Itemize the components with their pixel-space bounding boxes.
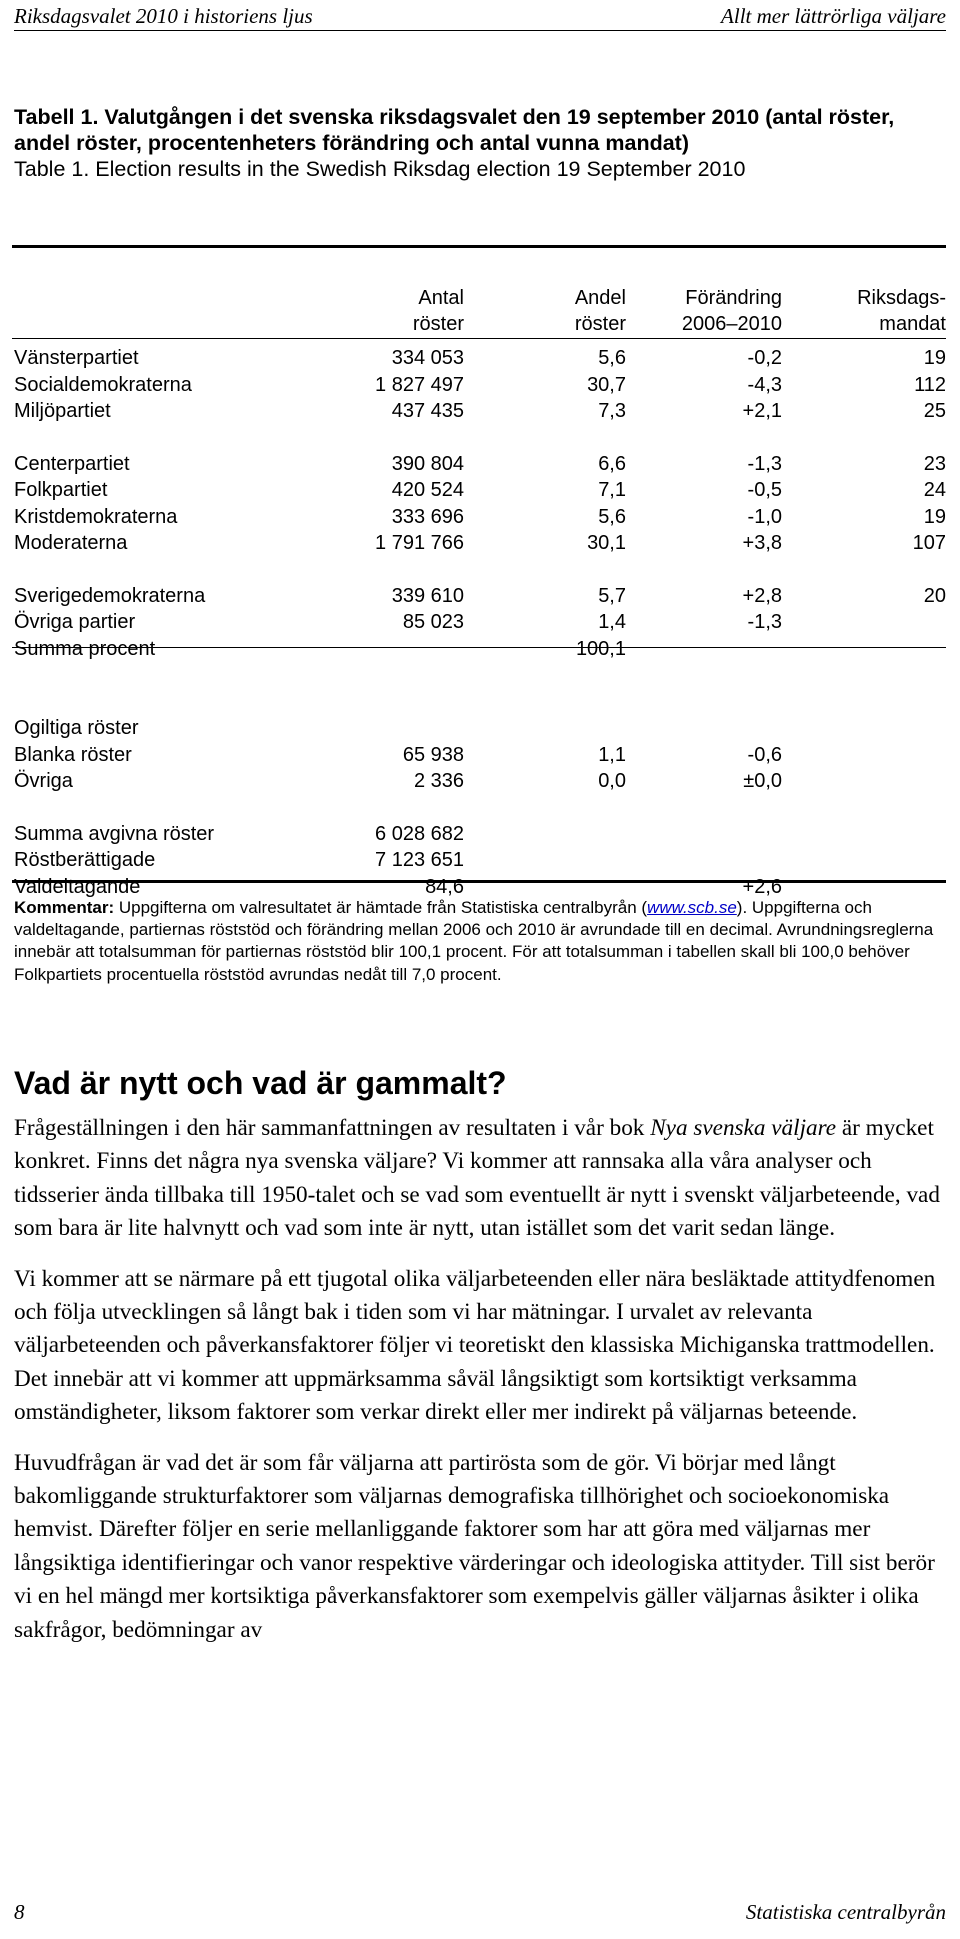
table-cell: 23: [923, 452, 946, 475]
row-label: Summa procent: [14, 637, 156, 660]
table-cell: 7,1: [598, 479, 626, 501]
table-row: [14, 583, 946, 610]
table-cell: 437 435: [391, 400, 464, 422]
group-spacer: [14, 557, 946, 583]
table-body: [14, 345, 946, 900]
table-cell: -0,5: [747, 479, 782, 501]
row-label: Vänsterpartiet: [14, 347, 139, 369]
table-row: [14, 715, 946, 742]
table-cell: 100,1: [575, 637, 626, 660]
caption-english: Table 1. Election results in the Swedish Riksdag election 19 September 2010: [14, 157, 746, 181]
table-row: [14, 742, 946, 769]
running-footer: [14, 1900, 946, 1926]
table-cell: 334 053: [391, 347, 464, 369]
table-cell: -4,3: [747, 373, 782, 396]
group-spacer: [14, 425, 946, 451]
row-label: Övriga partier: [14, 611, 136, 633]
table-cell: 30,7: [587, 373, 626, 396]
party-section-rule: [12, 647, 946, 648]
table-cell: 5,7: [598, 584, 626, 607]
table-cell: 84,6: [425, 875, 464, 898]
table-cell: 107: [912, 532, 946, 554]
table-cell: 25: [923, 400, 946, 422]
header-right: Allt mer lättrörliga väljare: [721, 4, 946, 28]
table-cell: 30,1: [587, 532, 626, 554]
table-cell: +2,8: [742, 584, 782, 607]
row-label: Folkpartiet: [14, 479, 108, 501]
comment-text-after: ). Uppgifterna och valdeltagande, partiernas röststöd och förändring mellan 2006 och 2010 är avrundade till en decimal. Avrundningsreglerna innebär att totalsumman för partiernas röststöd blir 100,1 procent. För att totalsumman i tabellen skall bli 100,0 behöver Folkpartiets procentuella röststöd avrundas nedåt till 7,0 procent.: [14, 898, 934, 984]
table-row: [14, 372, 946, 399]
table-cell: 333 696: [391, 505, 464, 528]
section-heading: Vad är nytt och vad är gammalt?: [14, 1065, 507, 1101]
book-title: Nya svenska väljare: [650, 1115, 837, 1141]
table-top-rule: [12, 245, 946, 248]
row-label: Kristdemokraterna: [14, 505, 178, 528]
scb-link[interactable]: www.scb.se: [647, 898, 737, 917]
table-row: [14, 504, 946, 531]
table-cell: 1,1: [598, 743, 626, 766]
table-cell: 65 938: [402, 743, 464, 766]
table-cell: 19: [923, 505, 946, 528]
row-label: Övriga: [14, 770, 73, 792]
results-table: [14, 285, 946, 900]
table-row: [14, 530, 946, 557]
header-andel-roster: Andel röster: [574, 287, 626, 335]
header-riksdagsmandat: Riksdags- mandat: [857, 287, 946, 335]
header-left: Riksdagsvalet 2010 i historiens ljus: [14, 4, 313, 28]
table-cell: 6 028 682: [375, 822, 464, 845]
table-cell: 420 524: [391, 479, 464, 501]
table-row: [14, 477, 946, 504]
table-header-row: [14, 285, 946, 345]
table-cell: +3,8: [742, 532, 782, 554]
table-cell: 6,6: [598, 452, 626, 475]
table-row: [14, 398, 946, 425]
table-cell: 1,4: [598, 611, 626, 633]
header-divider: [14, 30, 946, 31]
table-row: [14, 847, 946, 874]
header-forandring: Förändring 2006–2010: [681, 287, 782, 335]
row-label: Röstberättigade: [14, 849, 156, 871]
table-cell: 339 610: [391, 584, 464, 607]
row-label: Summa avgivna röster: [14, 822, 215, 845]
table-cell: 1 827 497: [375, 373, 464, 396]
table-cell: 5,6: [598, 347, 626, 369]
table-cell: 7 123 651: [375, 849, 464, 871]
footer-publisher: Statistiska centralbyrån: [745, 1900, 946, 1924]
table-cell: +2,6: [742, 875, 782, 898]
table-cell: -1,0: [747, 505, 782, 528]
table-cell: -0,2: [747, 347, 782, 369]
row-label: Ogiltiga röster: [14, 717, 139, 739]
comment-label: Kommentar:: [14, 898, 115, 917]
table-cell: 85 023: [402, 611, 464, 633]
table-cell: 5,6: [598, 505, 626, 528]
table-row: [14, 451, 946, 478]
row-label: Centerpartiet: [14, 452, 130, 475]
table-row: [14, 345, 946, 372]
running-header: [14, 4, 946, 30]
table-cell: 2 336: [413, 770, 464, 792]
group-spacer: [14, 662, 946, 715]
table-cell: 24: [923, 479, 946, 501]
table-row: [14, 821, 946, 848]
table-comment: [14, 897, 949, 986]
table-cell: 0,0: [598, 770, 626, 792]
table-cell: 19: [923, 347, 946, 369]
table-row: [14, 609, 946, 636]
paragraph-3: Huvudfrågan är vad det är som får väljarna att partirösta som de gör. Vi börjar med långt bakomliggande strukturfaktorer som väljarnas demografiska tillhörighet och socioekonomiska hemvist. Därefter följer en serie mellanliggande faktorer som har att göra med väljarnas mer långsiktiga identifieringar och vanor respektive värderingar och ideologiska attityder. Till sist berör vi en hel mängd mer kortsiktiga påverkansfaktorer som exempelvis gäller väljarnas åsikter i olika sakfrågor, bedömningar av: [14, 1449, 935, 1643]
table-row: [14, 768, 946, 795]
table-cell: 1 791 766: [375, 532, 464, 554]
table-bottom-rule: [12, 880, 946, 883]
comment-text-before: Uppgifterna om valresultatet är hämtade från Statistiska centralbyrån (: [114, 898, 648, 917]
row-label: Sverigedemokraterna: [14, 584, 206, 607]
row-label: Valdeltagande: [14, 875, 141, 898]
table-cell: -1,3: [747, 452, 782, 475]
header-antal-roster: Antal röster: [412, 287, 464, 335]
table-cell: 390 804: [391, 452, 464, 475]
table-cell: 7,3: [598, 400, 626, 422]
body-text: [14, 1112, 949, 1664]
table-caption: [14, 104, 944, 182]
header-rule-line: [12, 338, 946, 339]
table-cell: -1,3: [747, 611, 782, 633]
paragraph-1: Frågeställningen i den här sammanfattningen av resultaten i vår bok Nya svenska väljare är mycket konkret. Finns det några nya svenska väljare? Vi kommer att rannsaka alla våra analyser och tidsserier ända tillbaka till 1950-talet och se vad som eventuellt är nytt i svenskt väljarbeteende, vad som bara är lite halvnytt och vad som inte är nytt, utan istället som det varit sedan länge.: [14, 1115, 940, 1242]
table-cell: ±0,0: [743, 770, 782, 792]
paragraph-2: Vi kommer att se närmare på ett tjugotal olika väljarbeteenden eller nära besläktade attitydfenomen och följa utvecklingen så långt bak i tiden som vi har mätningar. I urvalet av relevanta väljarbeteenden och påverkansfaktorer följer vi teoretiskt den klassiska Michiganska trattmodellen. Det innebär att vi kommer att uppmärksamma såväl långsiktigt som kortsiktigt verksamma omständigheter, liksom faktorer som verkar direkt eller mer indirekt på väljarnas beteende.: [14, 1265, 936, 1426]
table-cell: 20: [923, 584, 946, 607]
table-cell: +2,1: [742, 400, 782, 422]
caption-swedish: Tabell 1. Valutgången i det svenska riksdagsvalet den 19 september 2010 (antal röster, andel röster, procentenheters förändring och antal vunna mandat): [14, 105, 895, 155]
table-cell: -0,6: [747, 743, 782, 766]
row-label: Socialdemokraterna: [14, 373, 192, 396]
row-label: Blanka röster: [14, 743, 132, 766]
row-label: Moderaterna: [14, 532, 128, 554]
row-label: Miljöpartiet: [14, 400, 111, 422]
table-row: [14, 636, 946, 663]
table-cell: 112: [914, 373, 946, 396]
page-number: 8: [14, 1900, 25, 1924]
group-spacer: [14, 795, 946, 821]
